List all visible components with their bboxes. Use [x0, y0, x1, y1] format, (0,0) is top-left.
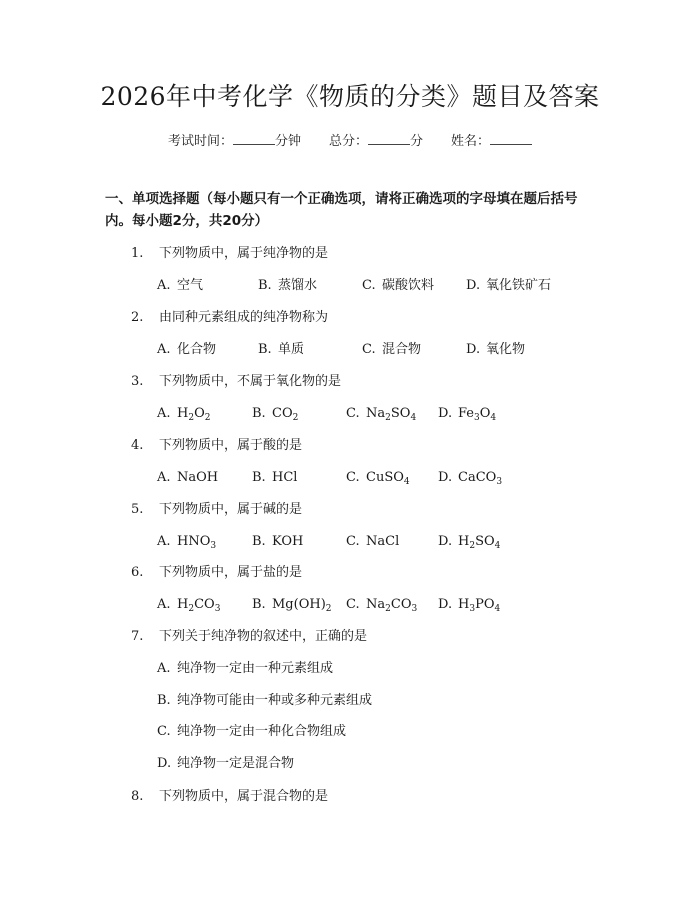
option-text: 化合物 — [177, 342, 217, 357]
formula-segment: H — [458, 534, 470, 549]
formula-subscript: 4 — [410, 413, 417, 423]
time-unit: 分钟 — [274, 134, 301, 149]
formula-segment: NaCl — [366, 534, 400, 549]
chemical-formula — [458, 534, 500, 549]
formula-segment: Mg(OH) — [272, 597, 326, 612]
option-letter: C. — [346, 470, 360, 485]
option-b[interactable] — [252, 468, 297, 488]
question-5-stem — [131, 500, 302, 520]
formula-segment: CO — [272, 406, 293, 421]
score-label: 总分： — [328, 134, 368, 149]
option-letter: B. — [252, 470, 266, 485]
formula-subscript: 3 — [474, 413, 480, 423]
chemical-formula — [458, 470, 502, 485]
question-number: 6. — [131, 565, 144, 580]
option-letter: C. — [346, 406, 360, 421]
option-letter: A. — [157, 406, 171, 421]
name-label: 姓名： — [451, 134, 491, 149]
option-a[interactable] — [157, 404, 210, 424]
option-letter: C. — [157, 724, 171, 739]
formula-subscript: 3 — [496, 477, 503, 487]
formula-subscript: 3 — [411, 604, 418, 614]
option-text: 碳酸饮料 — [382, 278, 435, 293]
question-text: 由同种元素组成的纯净物称为 — [159, 310, 329, 325]
formula-subscript: 2 — [204, 413, 211, 423]
option-c[interactable] — [346, 404, 416, 424]
exam-info-line — [0, 131, 700, 152]
formula-segment: HNO — [177, 534, 211, 549]
page-title: 2026年中考化学《物质的分类》题目及答案 — [100, 82, 600, 111]
option-b[interactable] — [252, 532, 303, 552]
question-7-stem — [131, 627, 367, 647]
chemical-formula — [272, 470, 297, 485]
question-text: 下列物质中，属于混合物的是 — [159, 789, 329, 804]
formula-segment: CaCO — [458, 470, 497, 485]
formula-subscript: 4 — [494, 604, 501, 614]
formula-segment: Na — [366, 597, 386, 612]
formula-subscript: 2 — [325, 604, 332, 614]
option-letter: D. — [438, 534, 453, 549]
option-b[interactable] — [252, 404, 298, 424]
option-text: 纯净物可能由一种或多种元素组成 — [177, 693, 373, 708]
option-letter: D. — [438, 470, 453, 485]
name-blank — [490, 131, 532, 145]
option-letter: A. — [157, 278, 171, 293]
question-text: 下列物质中，不属于氧化物的是 — [159, 374, 342, 389]
question-text: 下列物质中，属于酸的是 — [159, 438, 303, 453]
option-letter: B. — [252, 534, 266, 549]
formula-segment: KOH — [272, 534, 304, 549]
option-a[interactable] — [157, 532, 216, 552]
option-c[interactable] — [346, 532, 399, 552]
question-text: 下列物质中，属于盐的是 — [159, 565, 303, 580]
option-d[interactable] — [438, 468, 502, 488]
question-text: 下列关于纯净物的叙述中，正确的是 — [159, 629, 368, 644]
chemical-formula — [177, 597, 220, 612]
option-b[interactable] — [258, 276, 317, 296]
option-a[interactable] — [157, 659, 333, 679]
formula-segment: H — [177, 597, 189, 612]
option-letter: A. — [157, 661, 171, 676]
option-text: 单质 — [278, 342, 305, 357]
time-label: 考试时间： — [167, 134, 233, 149]
option-text: 空气 — [177, 278, 204, 293]
option-d[interactable] — [438, 404, 496, 424]
formula-subscript: 4 — [494, 541, 501, 551]
formula-subscript: 4 — [403, 477, 410, 487]
option-c[interactable] — [346, 595, 417, 615]
option-c[interactable] — [346, 468, 410, 488]
chemical-formula — [272, 597, 332, 612]
formula-segment: PO — [475, 597, 495, 612]
question-number: 1. — [131, 246, 144, 261]
chemical-formula — [366, 534, 399, 549]
chemical-formula — [458, 597, 500, 612]
question-number: 7. — [131, 629, 144, 644]
option-letter: A. — [157, 534, 171, 549]
formula-segment: H — [458, 597, 470, 612]
option-letter: C. — [346, 534, 360, 549]
option-a[interactable] — [157, 468, 218, 488]
formula-subscript: 2 — [469, 541, 476, 551]
chemical-formula — [458, 406, 496, 421]
question-number: 3. — [131, 374, 144, 389]
option-letter: A. — [157, 597, 171, 612]
chemical-formula — [177, 534, 216, 549]
chemical-formula — [366, 597, 417, 612]
option-letter: B. — [157, 693, 171, 708]
option-c[interactable] — [362, 276, 434, 296]
option-d[interactable] — [438, 595, 500, 615]
question-4-stem — [131, 436, 302, 456]
score-blank — [368, 131, 410, 145]
formula-segment: Na — [366, 406, 386, 421]
question-text: 下列物质中，属于纯净物的是 — [159, 246, 329, 261]
option-letter: B. — [252, 597, 266, 612]
formula-subscript: 3 — [210, 541, 217, 551]
option-letter: C. — [362, 342, 376, 357]
option-c[interactable] — [157, 722, 346, 742]
option-d[interactable] — [466, 276, 551, 296]
formula-subscript: 4 — [490, 413, 497, 423]
chemical-formula — [272, 534, 303, 549]
question-number: 4. — [131, 438, 144, 453]
option-letter: B. — [252, 406, 266, 421]
option-c[interactable] — [362, 340, 421, 360]
option-b[interactable] — [157, 691, 372, 711]
option-b[interactable] — [258, 340, 304, 360]
option-letter: A. — [157, 470, 171, 485]
option-letter: B. — [258, 342, 272, 357]
formula-subscript: 2 — [188, 604, 195, 614]
formula-subscript: 2 — [385, 413, 391, 423]
question-6-stem — [131, 563, 302, 583]
formula-segment: NaOH — [177, 470, 219, 485]
option-letter: D. — [466, 278, 481, 293]
formula-segment: CO — [194, 597, 215, 612]
option-a[interactable] — [157, 595, 220, 615]
option-text: 纯净物一定由一种化合物组成 — [177, 724, 347, 739]
option-b[interactable] — [252, 595, 332, 615]
time-blank — [233, 131, 275, 145]
formula-segment: CuSO — [366, 470, 404, 485]
formula-subscript: 3 — [214, 604, 221, 614]
option-a[interactable] — [157, 340, 216, 360]
formula-segment: SO — [390, 406, 411, 421]
formula-subscript: 2 — [385, 604, 391, 614]
option-letter: B. — [258, 278, 272, 293]
option-letter: D. — [438, 597, 453, 612]
section-heading: 一、单项选择题（每小题只有一个正确选项，请将正确选项的字母填在题后括号内。每小题2分，共20分） — [105, 191, 578, 229]
option-letter: D. — [438, 406, 453, 421]
option-d[interactable] — [438, 532, 500, 552]
question-number: 2. — [131, 310, 144, 325]
option-text: 氧化铁矿石 — [486, 278, 552, 293]
formula-segment: H — [177, 406, 189, 421]
option-letter: D. — [157, 756, 172, 771]
formula-subscript: 2 — [292, 413, 299, 423]
chemical-formula — [366, 406, 416, 421]
score-unit: 分 — [410, 134, 424, 149]
formula-segment: Fe — [458, 406, 475, 421]
question-text: 下列物质中，属于碱的是 — [159, 502, 303, 517]
option-letter: C. — [362, 278, 376, 293]
formula-segment: SO — [475, 534, 495, 549]
option-letter: C. — [346, 597, 360, 612]
formula-segment: O — [479, 406, 491, 421]
question-1-stem — [131, 244, 328, 264]
formula-segment: HCl — [272, 470, 298, 485]
chemical-formula — [177, 406, 210, 421]
option-letter: D. — [466, 342, 481, 357]
question-number: 5. — [131, 502, 144, 517]
option-letter: A. — [157, 342, 171, 357]
formula-segment: O — [194, 406, 205, 421]
option-text: 纯净物一定是混合物 — [177, 756, 295, 771]
option-text: 混合物 — [382, 342, 422, 357]
question-2-stem — [131, 308, 328, 328]
option-d[interactable] — [466, 340, 525, 360]
question-8-stem — [131, 787, 328, 807]
option-text: 纯净物一定由一种元素组成 — [177, 661, 334, 676]
formula-subscript: 2 — [188, 413, 195, 423]
question-number: 8. — [131, 789, 144, 804]
option-text: 蒸馏水 — [278, 278, 318, 293]
question-3-stem — [131, 372, 341, 392]
chemical-formula — [366, 470, 410, 485]
formula-segment: CO — [390, 597, 412, 612]
chemical-formula — [272, 406, 298, 421]
option-d[interactable] — [157, 754, 294, 774]
option-text: 氧化物 — [486, 342, 526, 357]
formula-subscript: 3 — [469, 604, 476, 614]
option-a[interactable] — [157, 276, 203, 296]
chemical-formula — [177, 470, 218, 485]
